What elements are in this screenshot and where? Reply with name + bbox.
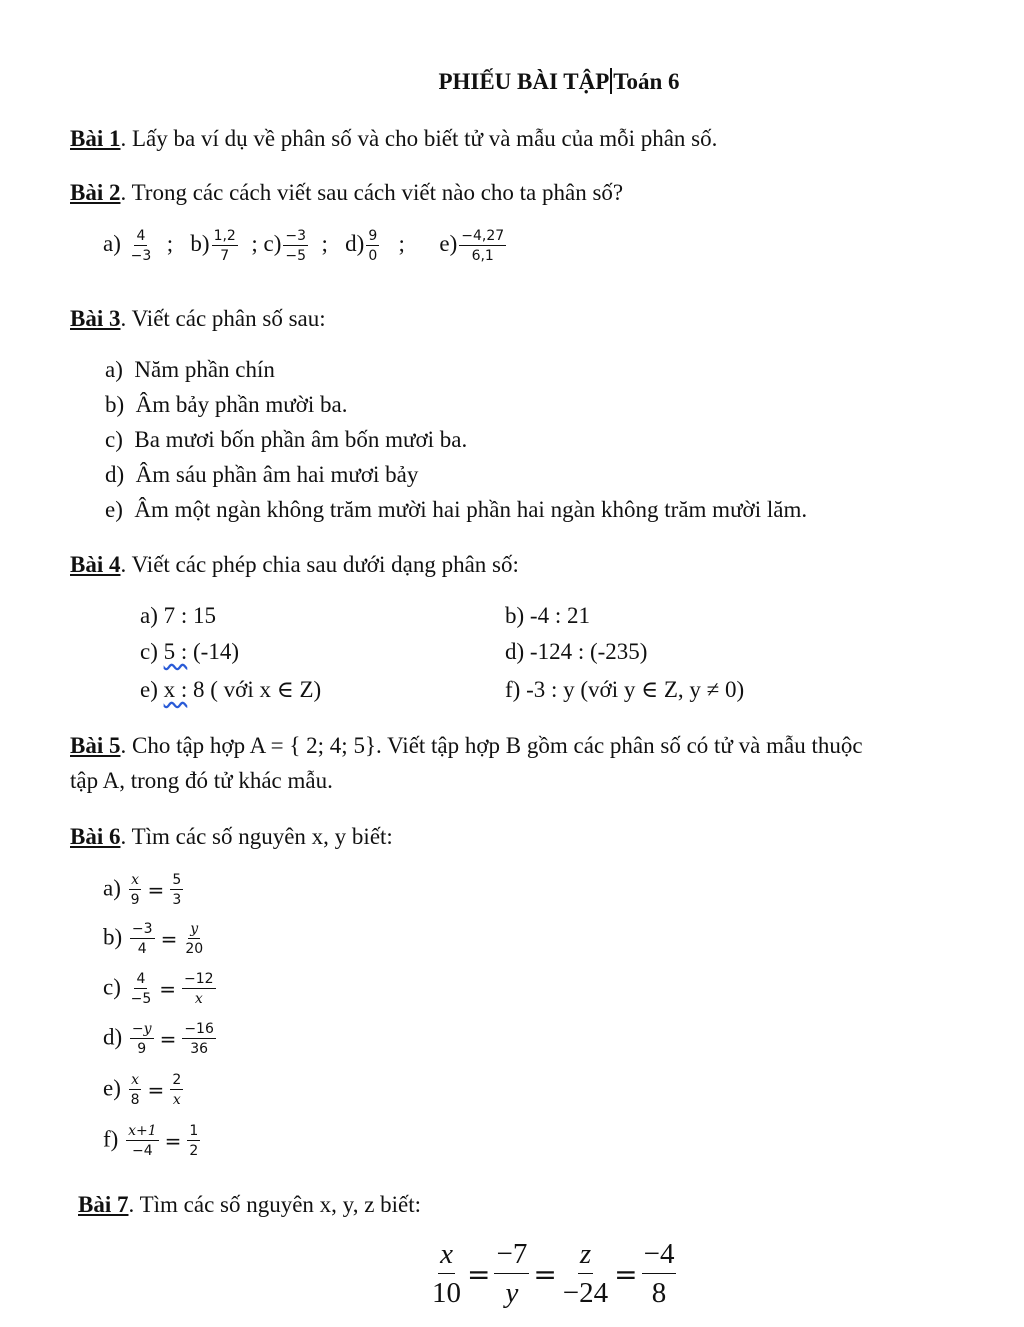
item-label: b) <box>505 603 525 628</box>
exercise-6-text: . Tìm các số nguyên x, y biết: <box>120 824 393 849</box>
item-label: d) <box>505 639 525 664</box>
fraction <box>130 922 155 956</box>
numerator: 5 <box>172 872 182 888</box>
exercise-1-text: . Lấy ba ví dụ về phân số và cho biết tử và mẫu của mỗi phân số. <box>120 126 718 151</box>
numerator: −12 <box>184 971 214 987</box>
exercise-3-label: Bài 3 <box>70 306 121 331</box>
option-label: c) <box>263 231 282 257</box>
item-text: 7 : 15 <box>163 603 217 628</box>
exercise-5-text: . Cho tập hợp A = { 2; 4; 5}. Viết tập hợp B gồm các phân số có tử và mẫu thuộc <box>120 733 863 758</box>
fraction <box>283 229 308 263</box>
equation-c <box>103 972 218 1006</box>
exercise-4-label: Bài 4 <box>70 552 121 577</box>
numerator: y <box>190 921 199 937</box>
fraction <box>129 1073 142 1107</box>
numerator: 9 <box>368 228 378 244</box>
exercise-1-label: Bài 1 <box>70 126 121 151</box>
separator: ; <box>398 231 405 257</box>
item-text: -4 : 21 <box>529 603 590 628</box>
exercise-7-text: . Tìm các số nguyên x, y, z biết: <box>128 1192 422 1217</box>
denominator: y <box>505 1277 519 1309</box>
option-label: d) <box>345 231 365 257</box>
numerator: x+1 <box>128 1123 157 1139</box>
denominator: −24 <box>562 1277 609 1309</box>
denominator: 9 <box>130 892 140 908</box>
fraction <box>459 229 506 263</box>
separator: ; <box>321 231 328 257</box>
denominator: 9 <box>137 1041 147 1057</box>
fraction <box>366 229 379 263</box>
item-text: Âm sáu phần âm hai mươi bảy <box>135 462 419 487</box>
exercise-6 <box>70 824 393 850</box>
proportion-equation <box>428 1240 678 1308</box>
item-label: d) <box>105 462 125 487</box>
exercise-2-text: . Trong các cách viết sau cách viết nào cho ta phân số? <box>120 180 624 205</box>
fraction <box>182 972 216 1006</box>
item-text: -124 : (-235) <box>529 639 648 664</box>
denominator: 0 <box>368 248 378 264</box>
item-text: -3 : y (với y ∈ Z, y ≠ 0) <box>526 677 745 702</box>
equals-sign: = <box>159 977 177 1001</box>
list-item <box>105 497 807 523</box>
numerator: z <box>578 1240 593 1274</box>
exercise-4 <box>70 552 519 578</box>
division-b <box>505 603 590 629</box>
exercise-6-label: Bài 6 <box>70 824 121 849</box>
option-label: b) <box>190 231 210 257</box>
separator: ; <box>251 231 258 257</box>
list-item <box>105 392 347 418</box>
fraction <box>183 922 205 956</box>
numerator: 1,2 <box>213 228 236 244</box>
division-d <box>505 639 647 665</box>
equation-b <box>103 922 207 956</box>
spellcheck-underlined-text: x : <box>163 677 188 702</box>
fraction <box>170 873 183 907</box>
item-label: c) <box>140 639 158 664</box>
equals-sign: = <box>533 1257 557 1291</box>
item-label: c) <box>103 974 121 1000</box>
exercise-2 <box>70 180 623 206</box>
equals-sign: = <box>147 878 165 902</box>
option-b <box>190 228 258 264</box>
equation-d <box>103 1022 218 1056</box>
numerator: x <box>438 1240 455 1274</box>
item-text: Năm phần chín <box>134 357 275 382</box>
spellcheck-underlined-text: 5 : <box>163 639 188 664</box>
denominator: x <box>194 991 203 1007</box>
fraction <box>129 873 142 907</box>
denominator: 6,1 <box>471 248 494 264</box>
fraction <box>130 1022 154 1056</box>
numerator: 1 <box>189 1123 199 1139</box>
list-item <box>105 427 467 453</box>
fraction <box>494 1240 529 1308</box>
equals-sign: = <box>160 927 178 951</box>
title-sub: Toán 6 <box>613 69 680 94</box>
fraction <box>126 1124 159 1158</box>
equals-sign: = <box>164 1129 182 1153</box>
list-item <box>105 462 418 488</box>
item-label: c) <box>105 427 123 452</box>
fraction <box>642 1240 677 1308</box>
division-a <box>140 603 216 629</box>
exercise-2-options <box>103 229 508 263</box>
denominator: −4 <box>132 1143 153 1159</box>
equals-sign: = <box>147 1078 165 1102</box>
item-label: f) <box>505 677 521 702</box>
denominator: 10 <box>432 1277 461 1309</box>
item-text: Ba mươi bốn phần âm bốn mươi ba. <box>134 427 468 452</box>
numerator: 4 <box>136 228 146 244</box>
title-main: PHIẾU BÀI TẬP <box>438 69 610 94</box>
exercise-5-label: Bài 5 <box>70 733 121 758</box>
separator: ; <box>166 231 174 257</box>
fraction <box>170 1073 183 1107</box>
numerator: −y <box>131 1021 152 1037</box>
fraction <box>187 1124 200 1158</box>
numerator: −3 <box>285 228 306 244</box>
numerator: −7 <box>494 1240 529 1274</box>
item-text: (-14) <box>187 639 239 664</box>
equation-f <box>103 1124 202 1158</box>
numerator: −4 <box>642 1240 677 1274</box>
denominator: 2 <box>189 1143 199 1159</box>
fraction <box>129 972 154 1006</box>
exercise-3 <box>70 306 326 332</box>
division-f <box>505 677 744 703</box>
denominator: −3 <box>130 248 152 264</box>
numerator: 4 <box>136 971 146 987</box>
item-label: e) <box>105 497 123 522</box>
item-text: Âm bảy phần mười ba. <box>135 392 348 417</box>
fraction <box>561 1240 610 1308</box>
option-label: e) <box>439 231 458 257</box>
denominator: −5 <box>130 991 152 1007</box>
option-label: a) <box>103 231 121 257</box>
equation-a <box>103 873 185 907</box>
list-item <box>105 357 275 383</box>
numerator: x <box>131 872 140 888</box>
equals-sign: = <box>159 1027 177 1051</box>
exercise-3-text: . Viết các phân số sau: <box>120 306 326 331</box>
fraction <box>129 229 154 263</box>
item-label: f) <box>103 1126 119 1152</box>
denominator: 8 <box>130 1092 140 1108</box>
denominator: 3 <box>172 892 182 908</box>
option-c <box>263 228 328 264</box>
item-label: a) <box>140 603 158 628</box>
option-d <box>345 228 405 264</box>
division-c <box>140 639 239 665</box>
numerator: −3 <box>131 921 153 937</box>
denominator: x <box>172 1092 181 1108</box>
option-e <box>439 228 508 264</box>
item-label: b) <box>105 392 125 417</box>
item-label: a) <box>103 875 121 901</box>
exercise-7 <box>78 1192 421 1218</box>
numerator: −4,27 <box>461 228 505 244</box>
worksheet-title <box>0 68 1024 95</box>
denominator: 4 <box>137 941 147 957</box>
fraction <box>430 1240 463 1308</box>
denominator: 20 <box>185 941 204 957</box>
item-text: Âm một ngàn không trăm mười hai phần hai ngàn không trăm mười lăm. <box>134 497 808 522</box>
denominator: 8 <box>651 1277 667 1309</box>
item-label: e) <box>140 677 158 702</box>
numerator: −16 <box>184 1021 214 1037</box>
exercise-7-label: Bài 7 <box>78 1192 129 1217</box>
item-text: 8 ( với x ∈ Z) <box>187 677 322 702</box>
fraction <box>212 229 238 263</box>
item-label: a) <box>105 357 123 382</box>
exercise-1 <box>70 126 717 152</box>
item-label: b) <box>103 924 123 950</box>
option-a <box>103 228 174 264</box>
denominator: 7 <box>220 248 230 264</box>
exercise-5-continued: tập A, trong đó tử khác mẫu. <box>70 768 333 793</box>
numerator: x <box>131 1072 140 1088</box>
equals-sign: = <box>467 1257 491 1291</box>
equals-sign: = <box>614 1257 638 1291</box>
fraction <box>182 1022 216 1056</box>
exercise-4-text: . Viết các phép chia sau dưới dạng phân số: <box>120 552 519 577</box>
text-cursor <box>610 68 612 94</box>
exercise-2-label: Bài 2 <box>70 180 121 205</box>
exercise-5 <box>70 733 863 759</box>
numerator: 2 <box>172 1072 182 1088</box>
item-label: d) <box>103 1024 123 1050</box>
division-e <box>140 677 321 703</box>
denominator: 36 <box>190 1041 209 1057</box>
denominator: −5 <box>285 248 306 264</box>
equation-e <box>103 1073 185 1107</box>
item-label: e) <box>103 1075 121 1101</box>
